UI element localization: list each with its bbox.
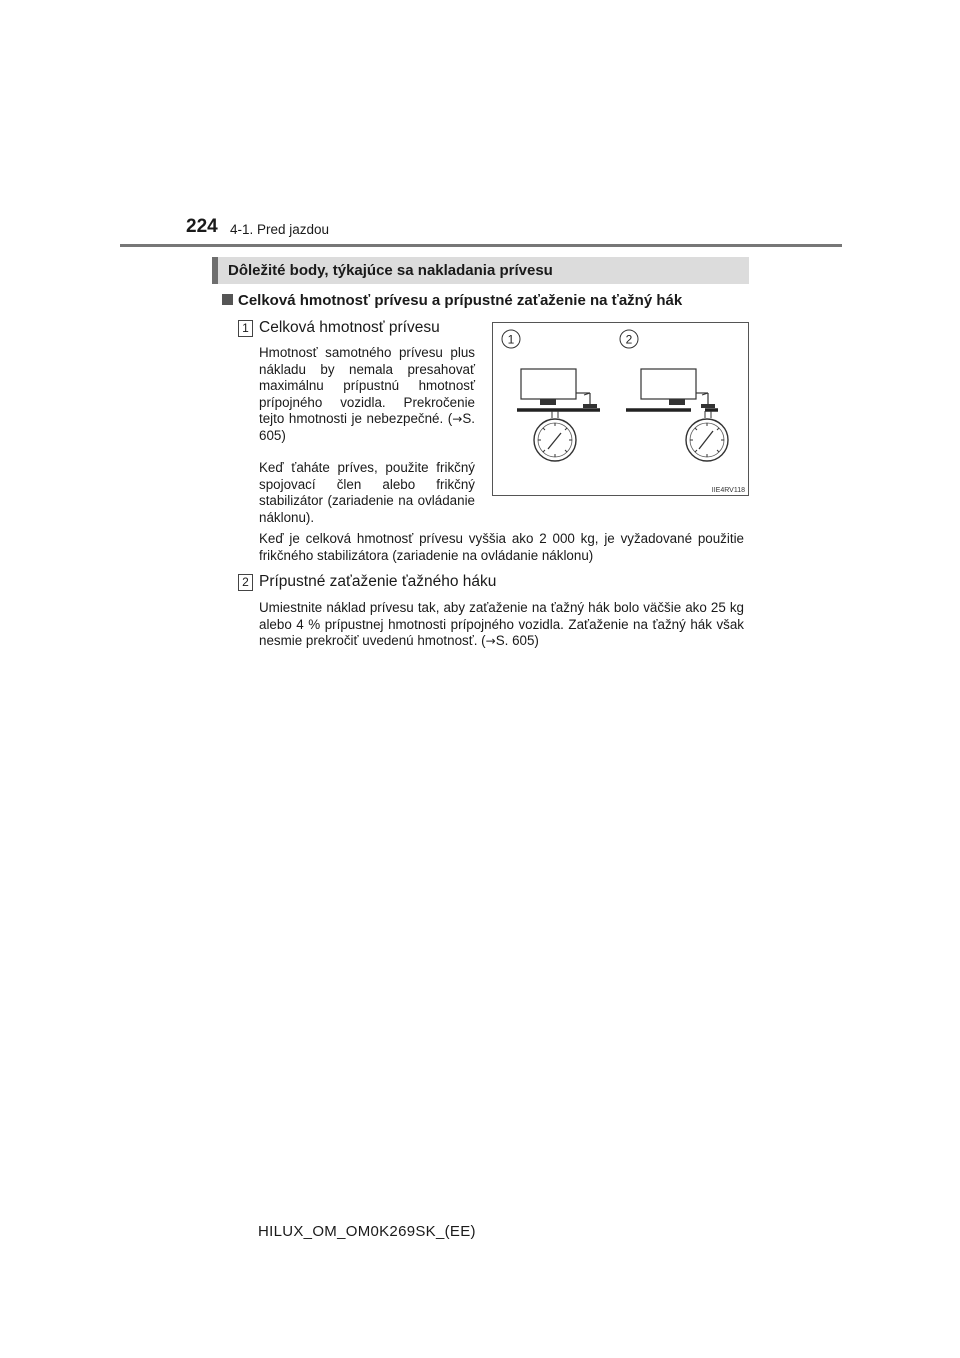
item-1-page-reference: S. 605) <box>259 411 475 443</box>
sub-heading <box>222 292 682 309</box>
figure-label-1-text: 1 <box>507 332 515 347</box>
item-2-paragraph-1-text: Umiestnite náklad prívesu tak, aby zaťaženie na ťažný hák bolo väčšie ako 25 kg alebo 4 % prípustnej hmotnosti prípojného vozidla. Zaťaženie na ťažný hák však nesmie prekročiť uvedenú hmotnosť. ( <box>259 600 744 648</box>
footer-document-code: HILUX_OM_OM0K269SK_(EE) <box>258 1223 476 1240</box>
item-1-paragraph-2: Keď ťaháte príves, použite frikčný spojovací člen alebo frikčný stabilizátor (zariadenie na ovládanie náklonu). <box>259 460 475 525</box>
reference-arrow-icon: → <box>452 412 463 426</box>
section-header: 4-1. Pred jazdou <box>230 222 330 237</box>
item-2-title: Prípustné zaťaženie ťažného háku <box>259 573 497 590</box>
item-1-number: 1 <box>238 320 253 337</box>
item-2-number: 2 <box>238 574 253 591</box>
trailer-diagram-right <box>626 369 728 461</box>
topic-bar <box>212 257 749 284</box>
item-1-paragraph-1 <box>259 345 475 444</box>
item-2-page-reference: S. 605) <box>495 633 539 648</box>
topic-title: Dôležité body, týkajúce sa nakladania prívesu <box>228 262 553 279</box>
figure-label-2 <box>620 330 638 348</box>
figure-code: IIE4RV118 <box>711 487 745 494</box>
square-bullet-icon <box>222 294 233 305</box>
item-1-title: Celková hmotnosť prívesu <box>259 319 440 336</box>
trailer-diagram-left <box>517 369 600 461</box>
trailer-weight-figure <box>492 322 749 496</box>
figure-label-2-text: 2 <box>625 332 633 347</box>
figure-label-1 <box>502 330 520 348</box>
reference-arrow-icon: → <box>485 634 496 648</box>
item-2-paragraph-1 <box>259 600 744 650</box>
sub-heading-text: Celková hmotnosť prívesu a prípustné zaťaženie na ťažný hák <box>238 292 683 309</box>
item-1-paragraph-3: Keď je celková hmotnosť prívesu vyššia ako 2 000 kg, je vyžadované použitie frikčného stabilizátora (zariadenie na ovládanie náklonu) <box>259 531 744 563</box>
item-1-paragraph-1-text: Hmotnosť samotného prívesu plus nákladu by nemala presahovať maximálnu prípustnú hmotnosť prípojného vozidla. Prekročenie tejto hmotnosti je nebezpečné. ( <box>259 345 475 426</box>
trailer-scale-illustration-icon <box>493 323 750 497</box>
header-rule <box>120 244 842 247</box>
page-number: 224 <box>186 216 218 237</box>
